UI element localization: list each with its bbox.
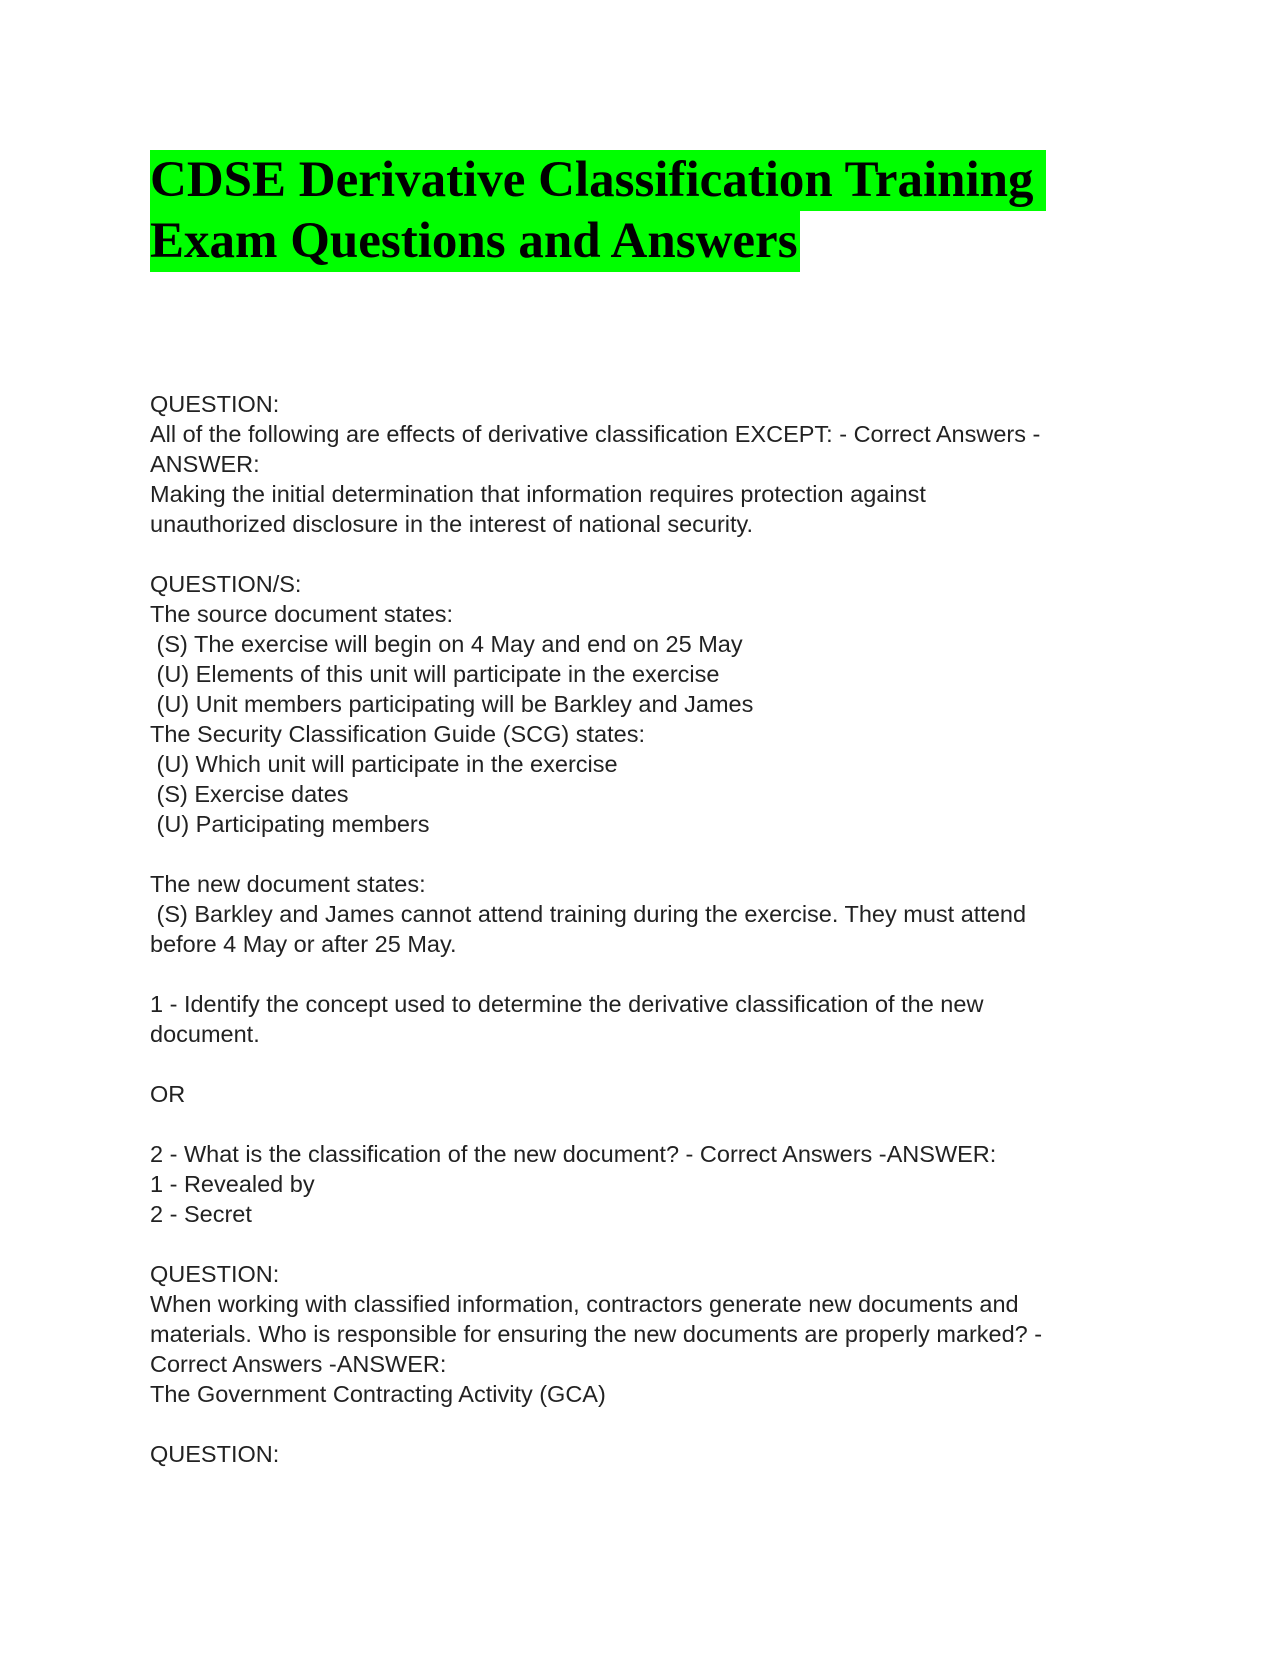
text-line: The source document states: xyxy=(150,601,454,627)
blank-line xyxy=(150,839,1150,869)
text-line: Correct Answers -ANSWER: xyxy=(150,1351,447,1377)
title-line-1: CDSE Derivative Classification Training xyxy=(150,150,1046,211)
title-line-2: Exam Questions and Answers xyxy=(150,211,800,272)
text-line: The Security Classification Guide (SCG) states: xyxy=(150,721,645,747)
text-line: When working with classified information, contractors generate new documents and xyxy=(150,1291,1019,1317)
text-line: (U) Participating members xyxy=(150,811,430,837)
text-line: Making the initial determination that information requires protection against xyxy=(150,481,926,507)
text-line: (S) Barkley and James cannot attend training during the exercise. They must attend xyxy=(150,901,1027,927)
text-line: (U) Which unit will participate in the exercise xyxy=(150,751,618,777)
text-line: (U) Elements of this unit will participate in the exercise xyxy=(150,661,720,687)
text-line: (S) The exercise will begin on 4 May and end on 25 May xyxy=(150,631,743,657)
text-line: unauthorized disclosure in the interest of national security. xyxy=(150,511,754,537)
text-line: 2 - What is the classification of the new document? - Correct Answers -ANSWER: xyxy=(150,1141,997,1167)
document-body xyxy=(150,389,1150,1469)
text-line: (S) Exercise dates xyxy=(150,781,349,807)
text-line: The new document states: xyxy=(150,871,426,897)
text-line: QUESTION: xyxy=(150,1441,280,1467)
text-line: QUESTION: xyxy=(150,1261,280,1287)
text-line: materials. Who is responsible for ensuring the new documents are properly marked? - xyxy=(150,1321,1043,1347)
blank-line xyxy=(150,1109,1150,1139)
text-line: before 4 May or after 25 May. xyxy=(150,931,457,957)
text-line: 1 - Identify the concept used to determine the derivative classification of the new xyxy=(150,991,984,1017)
text-line: The Government Contracting Activity (GCA) xyxy=(150,1381,606,1407)
text-line: 2 - Secret xyxy=(150,1201,252,1227)
blank-line xyxy=(150,1409,1150,1439)
text-line: All of the following are effects of derivative classification EXCEPT: - Correct Answers - xyxy=(150,421,1041,447)
text-line: 1 - Revealed by xyxy=(150,1171,315,1197)
text-line: QUESTION/S: xyxy=(150,571,302,597)
text-line: QUESTION: xyxy=(150,391,280,417)
text-line: document. xyxy=(150,1021,260,1047)
blank-line xyxy=(150,1229,1150,1259)
text-line: (U) Unit members participating will be Barkley and James xyxy=(150,691,754,717)
document-title xyxy=(150,150,1150,272)
text-line: ANSWER: xyxy=(150,451,260,477)
text-line: OR xyxy=(150,1081,186,1107)
blank-line xyxy=(150,959,1150,989)
blank-line xyxy=(150,1049,1150,1079)
blank-line xyxy=(150,539,1150,569)
